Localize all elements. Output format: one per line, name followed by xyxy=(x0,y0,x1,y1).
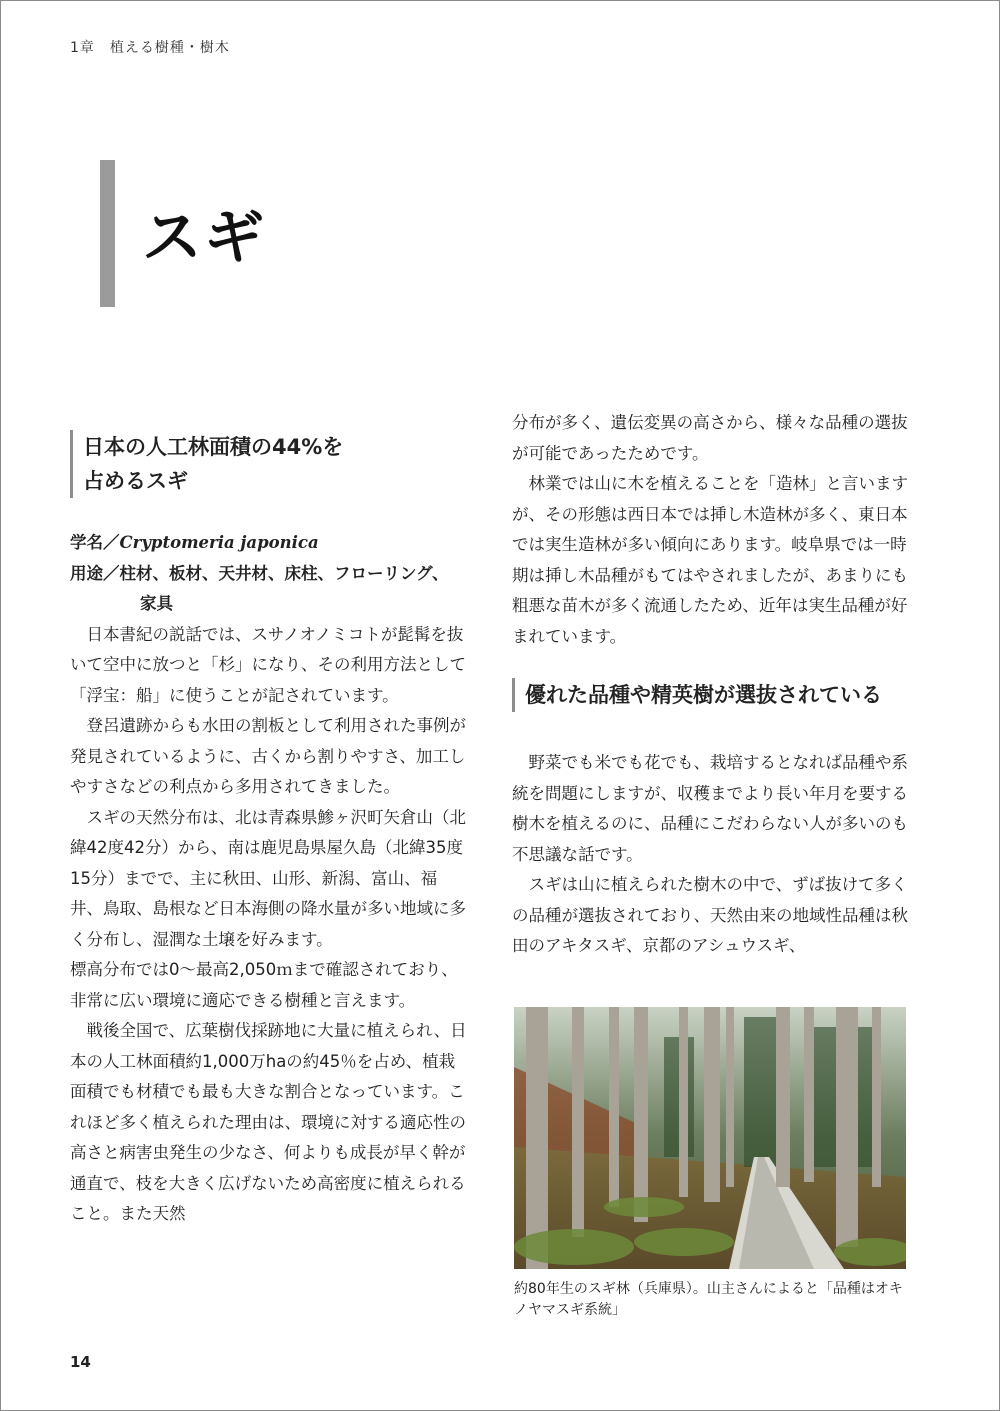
uses-continued: 家具 xyxy=(140,594,173,613)
body-paragraph: 戦後全国で、広葉樹伐採跡地に大量に植えられ、日本の人工林面積約1,000万haの約45％を占め、植栽面積でも材積でも最も大きな割合となっています。これほど多く植えられた理由は、環境に対する適応性の高さと病害虫発生の少なさ、何よりも成長が早く幹が通直で、枝を大きく広げないため高密度に植えられること。また天然 xyxy=(70,1021,467,1223)
running-head: 1章 植える樹種・樹木 xyxy=(70,40,230,56)
scientific-name-label: 学名／ xyxy=(70,533,120,552)
body-paragraph: 標高分布では0～最高2,050ｍまで確認されており、非常に広い環境に適応できる樹種と言えます。 xyxy=(70,960,458,1010)
section-heading-1-line2: 占めるスギ xyxy=(83,469,188,493)
body-paragraph: 野菜でも米でも花でも、栽培するとなれば品種や系統を問題にしますが、収穫までより長い年月を要する樹木を植えるのに、品種にこだわらない人が多いのも不思議な話です。 xyxy=(512,753,908,864)
scientific-name xyxy=(70,528,470,559)
photo-caption: 約80年生のスギ林（兵庫県）。山主さんによると「品種はオキノヤマスギ系統」 xyxy=(514,1281,903,1318)
uses-line: 用途／柱材、板材、天井材、床柱、フローリング、 xyxy=(70,563,449,583)
body-paragraph: 分布が多く、遺伝変異の高さから、様々な品種の選抜が可能であったためです。 xyxy=(512,413,908,463)
body-paragraph: 日本書紀の説話では、スサノオノミコトが髭髯を抜いて空中に放つと「杉」になり、その利用方法として「浮宝：船」に使うことが記されています。 xyxy=(70,624,466,705)
body-paragraph: 林業では山に木を植えることを「造林」と言いますが、その形態は西日本では挿し木造林が多く、東日本では実生造林が多い傾向にあります。岐阜県では一時期は挿し木品種がもてはやされましたが、あまりにも粗悪な苗木が多く流通したため、近年は実生品種が好まれています。 xyxy=(512,474,908,646)
body-paragraph: 登呂遺跡からも水田の割板として利用された事例が発見されているように、古くから割りやすさ、加工しやすさなどの利点から多用されてきました。 xyxy=(70,716,466,796)
body-paragraph: スギは山に植えられた樹木の中で、ずば抜けて多くの品種が選抜されており、天然由来の地域性品種は秋田のアキタスギ、京都のアシュウスギ、 xyxy=(512,875,908,955)
page-number: 14 xyxy=(70,1353,91,1371)
title-accent-bar xyxy=(100,160,115,307)
left-column xyxy=(70,430,470,1230)
section-heading-2: 優れた品種や精英樹が選抜されている xyxy=(512,678,910,712)
scientific-name-value: Cryptomeria japonica xyxy=(119,533,319,552)
right-column xyxy=(512,408,910,962)
section-heading-1 xyxy=(70,430,470,498)
section-heading-1-line1: 日本の人工林面積の44%を xyxy=(83,435,344,459)
page-title: スギ xyxy=(142,203,266,273)
cedar-forest-photo xyxy=(514,1007,906,1269)
body-paragraph: スギの天然分布は、北は青森県鯵ヶ沢町矢倉山（北緯42度42分）から、南は鹿児島県屋久島（北緯35度15分）までで、主に秋田、山形、新潟、富山、福井、鳥取、島根など日本海側の降水量が多い地域に多く分布し、湿潤な土壌を好みます。 xyxy=(70,807,466,949)
